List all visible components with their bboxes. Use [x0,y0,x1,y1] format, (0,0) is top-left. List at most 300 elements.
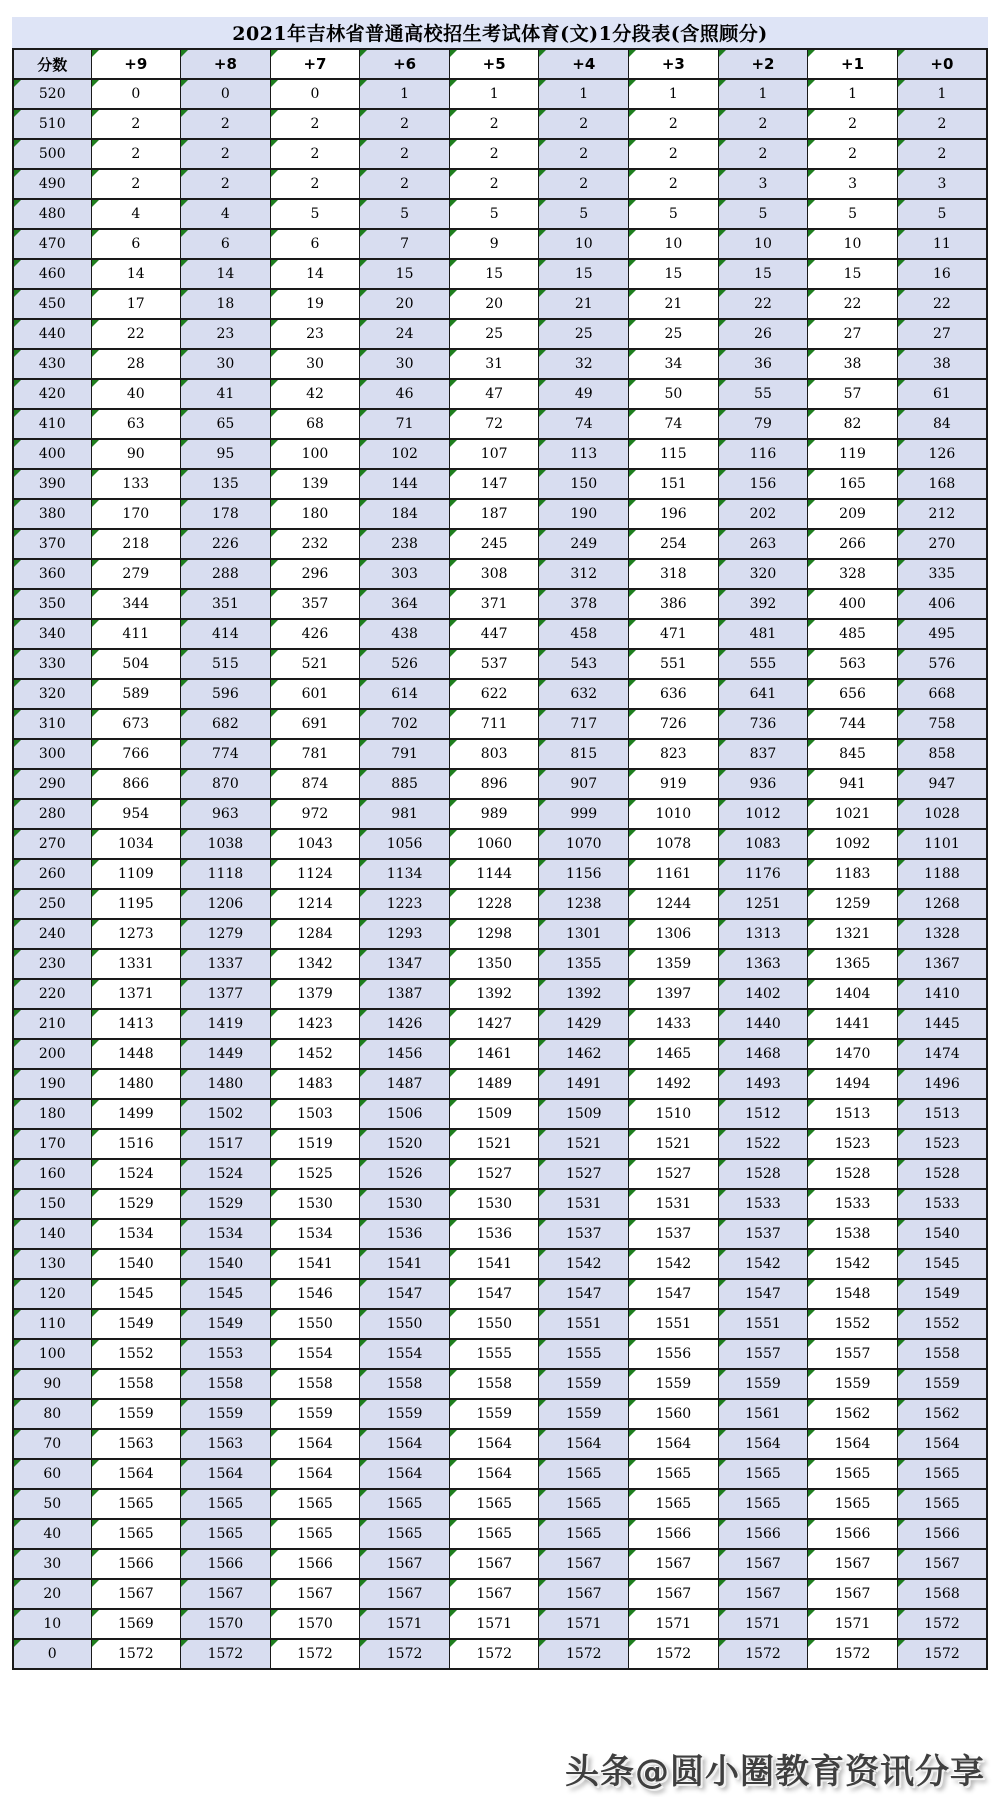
count-cell: 25 [539,319,629,349]
count-cell: 15 [808,259,898,289]
green-triangle-icon [539,620,546,627]
green-triangle-icon [271,1430,278,1437]
table-row [13,1459,987,1489]
green-triangle-icon [271,1040,278,1047]
green-triangle-icon [539,320,546,327]
count-cell: 1342 [270,949,360,979]
count-cell: 0 [181,79,271,109]
count-cell: 20 [449,289,539,319]
count-cell: 7 [360,229,450,259]
green-triangle-icon [898,800,905,807]
green-triangle-icon [271,800,278,807]
green-triangle-icon [92,1040,99,1047]
count-cell: 1572 [270,1639,360,1669]
green-triangle-icon [629,890,636,897]
count-cell: 1566 [718,1519,808,1549]
count-cell: 711 [449,709,539,739]
green-triangle-icon [360,830,367,837]
green-triangle-icon [629,950,636,957]
watermark: 头条@圆小圈教育资讯分享 [565,1752,985,1792]
green-triangle-icon [898,1190,905,1197]
score-cell: 280 [13,799,91,829]
green-triangle-icon [271,1550,278,1557]
green-triangle-icon [181,380,188,387]
table-row [13,679,987,709]
green-triangle-icon [450,260,457,267]
count-cell: 1 [629,79,719,109]
table-row [13,1189,987,1219]
green-triangle-icon [719,410,726,417]
count-cell: 1566 [181,1549,271,1579]
count-cell: 1565 [270,1519,360,1549]
green-triangle-icon [450,1580,457,1587]
count-cell: 209 [808,499,898,529]
green-triangle-icon [450,80,457,87]
count-cell: 744 [808,709,898,739]
green-triangle-icon [92,1370,99,1377]
green-triangle-icon [808,1220,815,1227]
green-triangle-icon [629,110,636,117]
count-cell: 1520 [360,1129,450,1159]
count-cell: 1534 [91,1219,181,1249]
green-triangle-icon [271,470,278,477]
green-triangle-icon [14,410,21,417]
column-header-plus2: +2 [718,49,808,79]
score-cell: 470 [13,229,91,259]
count-cell: 1379 [270,979,360,1009]
count-cell: 1565 [270,1489,360,1519]
green-triangle-icon [181,1160,188,1167]
count-cell: 758 [897,709,987,739]
count-cell: 791 [360,739,450,769]
count-cell: 543 [539,649,629,679]
table-row [13,1279,987,1309]
green-triangle-icon [629,1220,636,1227]
score-cell: 270 [13,829,91,859]
green-triangle-icon [808,470,815,477]
count-cell: 1517 [181,1129,271,1159]
green-triangle-icon [271,620,278,627]
count-cell: 1540 [91,1249,181,1279]
green-triangle-icon [898,500,905,507]
count-cell: 9 [449,229,539,259]
count-cell: 1572 [181,1639,271,1669]
count-cell: 1572 [897,1609,987,1639]
count-cell: 1565 [718,1459,808,1489]
green-triangle-icon [92,1400,99,1407]
count-cell: 1078 [629,829,719,859]
count-cell: 589 [91,679,181,709]
count-cell: 1491 [539,1069,629,1099]
table-row [13,1579,987,1609]
count-cell: 1564 [449,1459,539,1489]
green-triangle-icon [539,1610,546,1617]
green-triangle-icon [92,1310,99,1317]
count-cell: 27 [808,319,898,349]
score-cell: 410 [13,409,91,439]
green-triangle-icon [539,830,546,837]
count-cell: 38 [808,349,898,379]
green-triangle-icon [92,230,99,237]
count-cell: 1530 [449,1189,539,1219]
count-cell: 303 [360,559,450,589]
green-triangle-icon [898,950,905,957]
green-triangle-icon [719,1490,726,1497]
green-triangle-icon [539,770,546,777]
green-triangle-icon [92,830,99,837]
count-cell: 296 [270,559,360,589]
count-cell: 2 [91,109,181,139]
count-cell: 16 [897,259,987,289]
green-triangle-icon [14,1550,21,1557]
green-triangle-icon [450,770,457,777]
green-triangle-icon [629,710,636,717]
green-triangle-icon [898,1400,905,1407]
green-triangle-icon [808,500,815,507]
count-cell: 919 [629,769,719,799]
score-cell: 130 [13,1249,91,1279]
green-triangle-icon [271,1520,278,1527]
count-cell: 1083 [718,829,808,859]
count-cell: 1527 [539,1159,629,1189]
green-triangle-icon [629,1460,636,1467]
count-cell: 238 [360,529,450,559]
green-triangle-icon [360,1340,367,1347]
green-triangle-icon [629,1580,636,1587]
green-triangle-icon [808,1280,815,1287]
count-cell: 1549 [91,1309,181,1339]
green-triangle-icon [271,50,278,57]
count-cell: 14 [91,259,181,289]
count-cell: 1214 [270,889,360,919]
green-triangle-icon [539,1250,546,1257]
green-triangle-icon [271,890,278,897]
count-cell: 2 [808,139,898,169]
green-triangle-icon [271,1220,278,1227]
count-cell: 5 [449,199,539,229]
green-triangle-icon [14,1340,21,1347]
count-cell: 1572 [897,1639,987,1669]
table-row [13,439,987,469]
green-triangle-icon [92,1430,99,1437]
green-triangle-icon [539,890,546,897]
count-cell: 1387 [360,979,450,1009]
green-triangle-icon [898,710,905,717]
count-cell: 636 [629,679,719,709]
green-triangle-icon [450,800,457,807]
count-cell: 1 [808,79,898,109]
count-cell: 1524 [181,1159,271,1189]
count-cell: 115 [629,439,719,469]
count-cell: 1092 [808,829,898,859]
count-cell: 1559 [181,1399,271,1429]
count-cell: 1521 [449,1129,539,1159]
count-cell: 438 [360,619,450,649]
count-cell: 344 [91,589,181,619]
green-triangle-icon [181,740,188,747]
green-triangle-icon [539,1160,546,1167]
count-cell: 20 [360,289,450,319]
green-triangle-icon [92,1130,99,1137]
count-cell: 936 [718,769,808,799]
count-cell: 1565 [360,1489,450,1519]
green-triangle-icon [629,590,636,597]
green-triangle-icon [360,620,367,627]
count-cell: 21 [629,289,719,319]
count-cell: 1487 [360,1069,450,1099]
count-cell: 1494 [808,1069,898,1099]
green-triangle-icon [181,890,188,897]
count-cell: 1118 [181,859,271,889]
green-triangle-icon [808,1400,815,1407]
green-triangle-icon [92,350,99,357]
count-cell: 2 [449,109,539,139]
green-triangle-icon [92,380,99,387]
green-triangle-icon [360,380,367,387]
count-cell: 2 [539,139,629,169]
count-cell: 30 [181,349,271,379]
green-triangle-icon [271,1400,278,1407]
green-triangle-icon [629,440,636,447]
count-cell: 1552 [808,1309,898,1339]
green-triangle-icon [360,1040,367,1047]
green-triangle-icon [360,560,367,567]
score-cell: 20 [13,1579,91,1609]
green-triangle-icon [14,1430,21,1437]
green-triangle-icon [808,1190,815,1197]
green-triangle-icon [808,860,815,867]
count-cell: 1331 [91,949,181,979]
count-cell: 1554 [360,1339,450,1369]
count-cell: 1468 [718,1039,808,1069]
green-triangle-icon [898,1580,905,1587]
green-triangle-icon [539,1430,546,1437]
green-triangle-icon [360,680,367,687]
green-triangle-icon [629,740,636,747]
count-cell: 981 [360,799,450,829]
count-cell: 1552 [897,1309,987,1339]
green-triangle-icon [539,80,546,87]
count-cell: 1448 [91,1039,181,1069]
count-cell: 1559 [449,1399,539,1429]
count-cell: 1567 [360,1579,450,1609]
score-cell: 250 [13,889,91,919]
table-row [13,1429,987,1459]
count-cell: 30 [270,349,360,379]
green-triangle-icon [719,1310,726,1317]
green-triangle-icon [539,920,546,927]
green-triangle-icon [14,620,21,627]
green-triangle-icon [629,470,636,477]
green-triangle-icon [719,170,726,177]
green-triangle-icon [181,920,188,927]
count-cell: 1010 [629,799,719,829]
green-triangle-icon [719,1550,726,1557]
count-cell: 1134 [360,859,450,889]
table-body [13,79,987,1669]
count-cell: 837 [718,739,808,769]
green-triangle-icon [629,1400,636,1407]
green-triangle-icon [539,650,546,657]
green-triangle-icon [271,140,278,147]
green-triangle-icon [271,320,278,327]
count-cell: 15 [449,259,539,289]
green-triangle-icon [629,1040,636,1047]
green-triangle-icon [181,1550,188,1557]
green-triangle-icon [271,80,278,87]
table-row [13,859,987,889]
green-triangle-icon [92,200,99,207]
green-triangle-icon [271,1340,278,1347]
count-cell: 288 [181,559,271,589]
score-cell: 370 [13,529,91,559]
green-triangle-icon [898,440,905,447]
count-cell: 1429 [539,1009,629,1039]
green-triangle-icon [14,350,21,357]
green-triangle-icon [14,560,21,567]
green-triangle-icon [271,1310,278,1317]
count-cell: 1527 [629,1159,719,1189]
count-cell: 963 [181,799,271,829]
count-cell: 6 [91,229,181,259]
count-cell: 1531 [539,1189,629,1219]
count-cell: 10 [629,229,719,259]
green-triangle-icon [539,230,546,237]
green-triangle-icon [808,80,815,87]
table-row [13,649,987,679]
count-cell: 14 [270,259,360,289]
count-cell: 1565 [539,1489,629,1519]
count-cell: 823 [629,739,719,769]
green-triangle-icon [719,1280,726,1287]
green-triangle-icon [450,1190,457,1197]
count-cell: 1559 [91,1399,181,1429]
count-cell: 682 [181,709,271,739]
count-cell: 1516 [91,1129,181,1159]
green-triangle-icon [629,680,636,687]
count-cell: 357 [270,589,360,619]
green-triangle-icon [450,620,457,627]
green-triangle-icon [808,1610,815,1617]
green-triangle-icon [719,1070,726,1077]
green-triangle-icon [14,980,21,987]
green-triangle-icon [808,410,815,417]
count-cell: 245 [449,529,539,559]
green-triangle-icon [898,320,905,327]
count-cell: 1273 [91,919,181,949]
green-triangle-icon [719,1160,726,1167]
count-cell: 335 [897,559,987,589]
count-cell: 1161 [629,859,719,889]
green-triangle-icon [360,920,367,927]
count-cell: 2 [718,109,808,139]
count-cell: 471 [629,619,719,649]
green-triangle-icon [450,350,457,357]
green-triangle-icon [360,740,367,747]
count-cell: 1565 [897,1459,987,1489]
green-triangle-icon [360,710,367,717]
count-cell: 1456 [360,1039,450,1069]
green-triangle-icon [14,140,21,147]
green-triangle-icon [360,1100,367,1107]
green-triangle-icon [898,590,905,597]
count-cell: 1392 [539,979,629,1009]
column-header-plus7: +7 [270,49,360,79]
green-triangle-icon [14,1100,21,1107]
count-cell: 815 [539,739,629,769]
green-triangle-icon [808,1460,815,1467]
green-triangle-icon [629,1160,636,1167]
count-cell: 1564 [360,1459,450,1489]
score-cell: 220 [13,979,91,1009]
green-triangle-icon [719,1040,726,1047]
count-cell: 691 [270,709,360,739]
green-triangle-icon [450,650,457,657]
count-cell: 1542 [718,1249,808,1279]
table-row [13,499,987,529]
count-cell: 1565 [808,1459,898,1489]
count-cell: 371 [449,589,539,619]
count-cell: 1492 [629,1069,719,1099]
count-cell: 79 [718,409,808,439]
green-triangle-icon [719,920,726,927]
count-cell: 2 [360,109,450,139]
green-triangle-icon [450,470,457,477]
score-cell: 350 [13,589,91,619]
count-cell: 1510 [629,1099,719,1129]
score-cell: 0 [13,1639,91,1669]
green-triangle-icon [898,620,905,627]
score-table [12,48,988,1670]
green-triangle-icon [360,980,367,987]
count-cell: 1541 [270,1249,360,1279]
green-triangle-icon [629,380,636,387]
green-triangle-icon [14,920,21,927]
green-triangle-icon [14,1160,21,1167]
green-triangle-icon [719,80,726,87]
green-triangle-icon [539,1100,546,1107]
green-triangle-icon [898,1610,905,1617]
green-triangle-icon [808,680,815,687]
table-row [13,379,987,409]
count-cell: 485 [808,619,898,649]
count-cell: 1529 [181,1189,271,1219]
green-triangle-icon [271,770,278,777]
count-cell: 874 [270,769,360,799]
green-triangle-icon [450,170,457,177]
green-triangle-icon [629,1340,636,1347]
green-triangle-icon [14,650,21,657]
green-triangle-icon [898,650,905,657]
green-triangle-icon [271,200,278,207]
green-triangle-icon [808,710,815,717]
count-cell: 1572 [718,1639,808,1669]
count-cell: 1533 [808,1189,898,1219]
score-cell: 400 [13,439,91,469]
green-triangle-icon [898,50,905,57]
count-cell: 1572 [91,1639,181,1669]
green-triangle-icon [629,290,636,297]
green-triangle-icon [898,770,905,777]
green-triangle-icon [14,890,21,897]
green-triangle-icon [271,1010,278,1017]
green-triangle-icon [629,1610,636,1617]
green-triangle-icon [450,1460,457,1467]
green-triangle-icon [450,1220,457,1227]
count-cell: 1549 [181,1309,271,1339]
count-cell: 15 [539,259,629,289]
count-cell: 11 [897,229,987,259]
